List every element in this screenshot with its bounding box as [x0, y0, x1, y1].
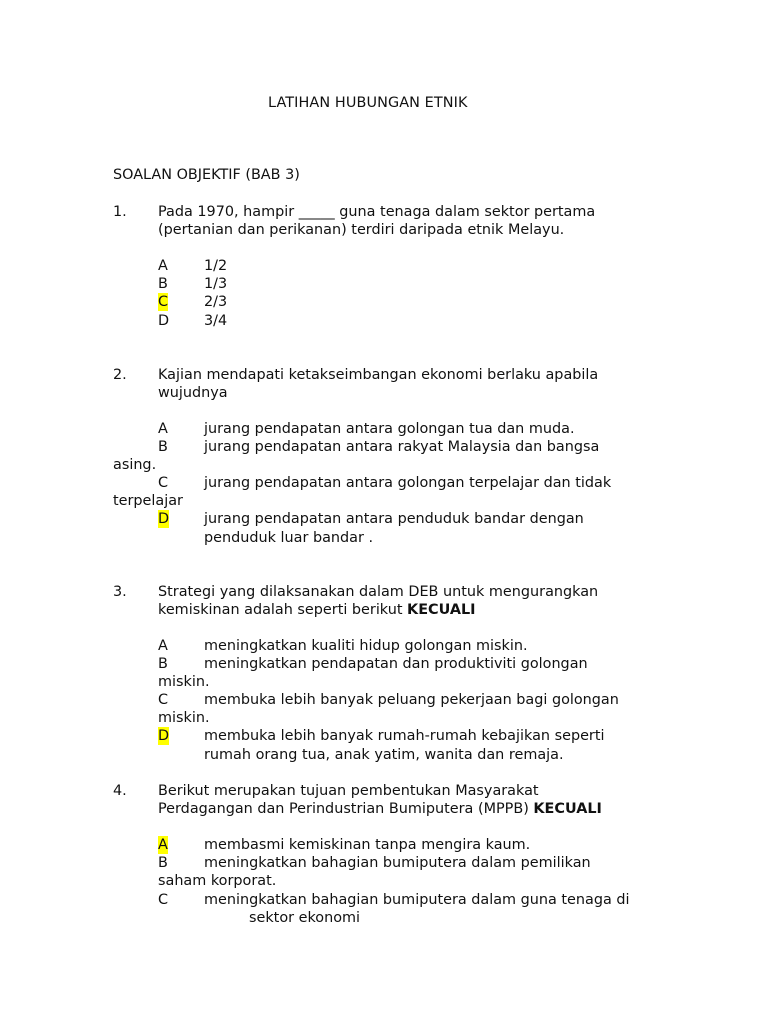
- option-letter: B: [158, 855, 168, 871]
- option-text: penduduk luar bandar .: [204, 530, 374, 546]
- question-text: kemiskinan adalah seperti berikut: [158, 602, 408, 618]
- question-number: 1.: [113, 204, 127, 220]
- option-text-wrap: miskin.: [158, 710, 210, 726]
- option-letter: C: [158, 892, 169, 908]
- option-text-wrap: saham korporat.: [158, 873, 277, 889]
- question-text: wujudnya: [158, 385, 228, 401]
- option-text: meningkatkan pendapatan dan produktiviti golongan: [204, 656, 588, 672]
- option-text: jurang pendapatan antara golongan terpelajar dan tidak: [204, 475, 612, 491]
- option-letter: A: [158, 638, 168, 654]
- question-text: Kajian mendapati ketakseimbangan ekonomi berlaku apabila: [158, 367, 599, 383]
- option-letter: D: [158, 313, 170, 329]
- option-letter: B: [158, 656, 168, 672]
- option-text: jurang pendapatan antara golongan tua dan muda.: [204, 421, 575, 437]
- option-text: membuka lebih banyak peluang pekerjaan bagi golongan: [204, 692, 619, 708]
- option-letter-highlighted: D: [158, 511, 170, 527]
- option-text: jurang pendapatan antara penduduk bandar dengan: [204, 511, 584, 527]
- option-text: rumah orang tua, anak yatim, wanita dan remaja.: [204, 747, 564, 763]
- question-text-line: [158, 601, 476, 619]
- question-text-line: [158, 800, 602, 818]
- option-letter: C: [158, 692, 169, 708]
- option-letter: A: [158, 258, 168, 274]
- question-text: Strategi yang dilaksanakan dalam DEB untuk mengurangkan: [158, 584, 599, 600]
- exception-keyword: KECUALI: [407, 602, 476, 618]
- option-text: sektor ekonomi: [249, 910, 361, 926]
- section-heading: SOALAN OBJEKTIF (BAB 3): [113, 167, 300, 183]
- question-text: Perdagangan dan Perindustrian Bumiputera (MPPB): [158, 801, 534, 817]
- option-text: 1/3: [204, 276, 228, 292]
- option-letter: A: [158, 421, 168, 437]
- option-letter-highlighted: C: [158, 294, 169, 310]
- option-letter-highlighted: D: [158, 728, 170, 744]
- page-title: LATIHAN HUBUNGAN ETNIK: [268, 95, 468, 111]
- option-text: 1/2: [204, 258, 228, 274]
- option-text: meningkatkan bahagian bumiputera dalam pemilikan: [204, 855, 591, 871]
- option-text: 3/4: [204, 313, 228, 329]
- exception-keyword: KECUALI: [533, 801, 602, 817]
- option-letter: C: [158, 475, 169, 491]
- question-text: Pada 1970, hampir _____ guna tenaga dalam sektor pertama: [158, 204, 596, 220]
- question-text: (pertanian dan perikanan) terdiri daripada etnik Melayu.: [158, 222, 565, 238]
- option-text: membasmi kemiskinan tanpa mengira kaum.: [204, 837, 531, 853]
- option-text-wrap: miskin.: [158, 674, 210, 690]
- option-letter: B: [158, 276, 168, 292]
- option-text: jurang pendapatan antara rakyat Malaysia dan bangsa: [204, 439, 600, 455]
- option-text: meningkatkan bahagian bumiputera dalam guna tenaga di: [204, 892, 630, 908]
- option-text: 2/3: [204, 294, 228, 310]
- option-text-wrap: asing.: [113, 457, 157, 473]
- option-text: membuka lebih banyak rumah-rumah kebajikan seperti: [204, 728, 605, 744]
- option-text-wrap: terpelajar: [113, 493, 183, 509]
- option-text: meningkatkan kualiti hidup golongan miskin.: [204, 638, 528, 654]
- question-number: 4.: [113, 783, 127, 799]
- question-number: 3.: [113, 584, 127, 600]
- question-text: Berikut merupakan tujuan pembentukan Masyarakat: [158, 783, 539, 799]
- option-letter: B: [158, 439, 168, 455]
- option-letter-highlighted: A: [158, 837, 168, 853]
- question-number: 2.: [113, 367, 127, 383]
